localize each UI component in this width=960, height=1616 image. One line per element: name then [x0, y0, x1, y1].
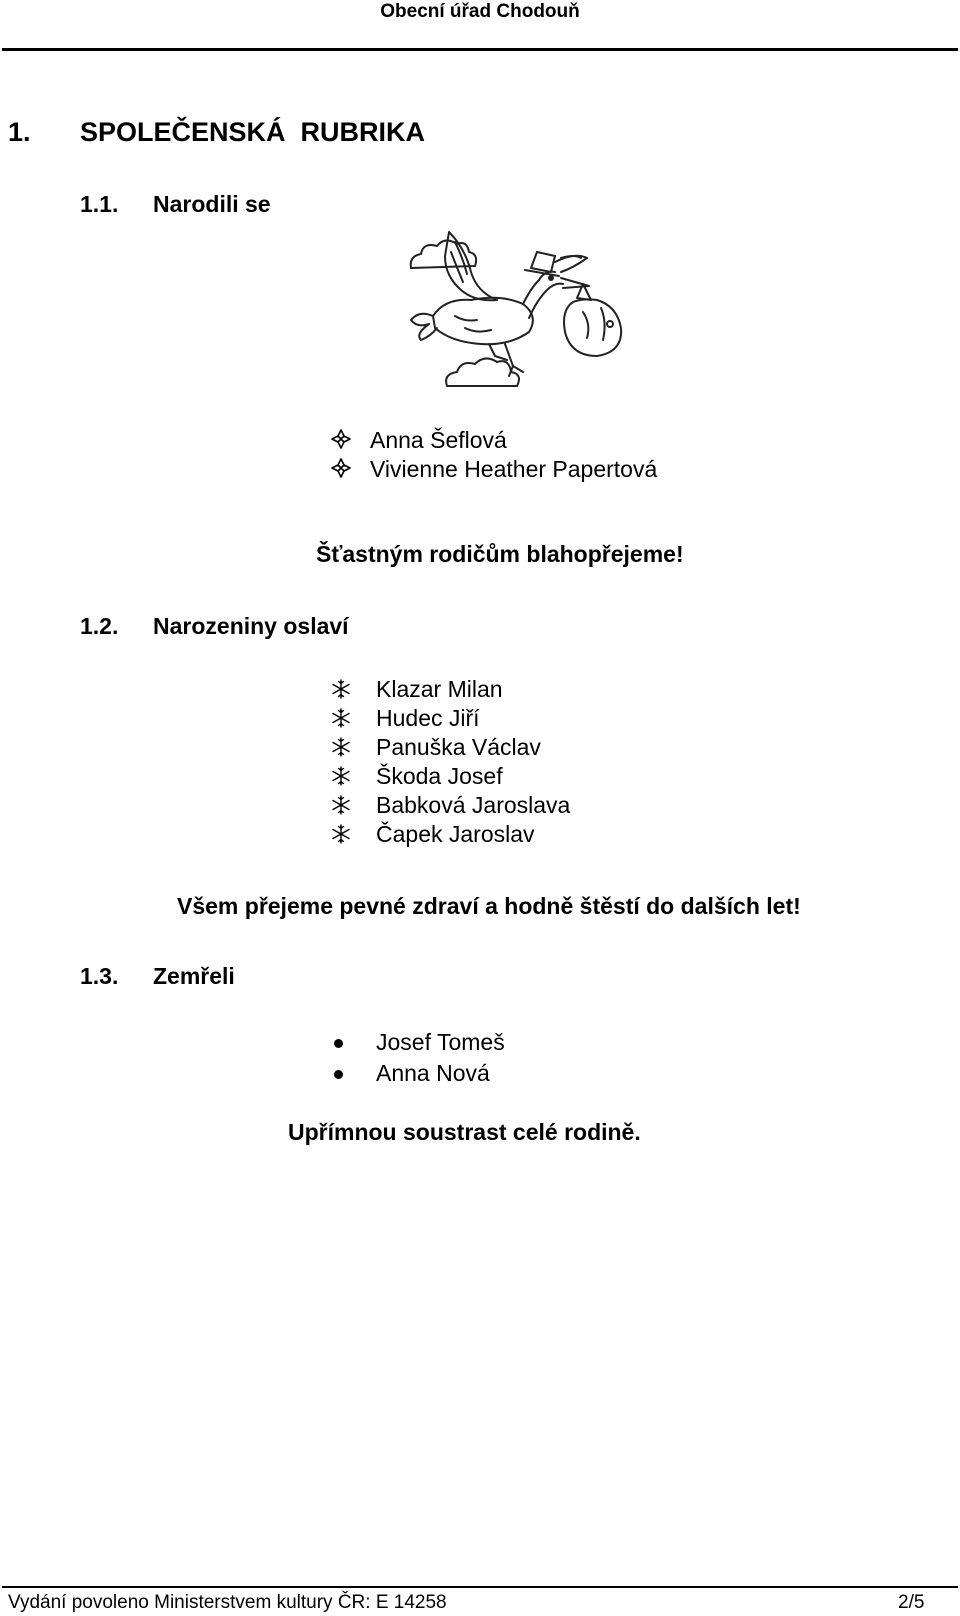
deaths-number: 1.3.: [80, 963, 119, 989]
deaths-wish: Upřímnou soustrast celé rodině.: [288, 1119, 641, 1145]
snowflake-bullet-icon: [330, 707, 352, 729]
birth-name: Anna Šeflová: [370, 427, 507, 453]
footer-rule: [2, 1586, 958, 1588]
birth-name: Vivienne Heather Papertová: [370, 456, 658, 482]
births-title: Narodili se: [153, 191, 271, 217]
deceased-name: Josef Tomeš: [376, 1029, 505, 1055]
birthday-name: Škoda Josef: [376, 763, 503, 789]
birthday-name: Panuška Václav: [376, 734, 541, 760]
header-rule: [2, 48, 958, 51]
snowflake-bullet-icon: [330, 736, 352, 758]
diamond-bullet-icon: [330, 428, 352, 450]
section-title: SPOLEČENSKÁ RUBRIKA: [80, 117, 426, 147]
deceased-name: Anna Nová: [376, 1060, 490, 1086]
snowflake-bullet-icon: [330, 765, 352, 787]
page-number: 2/5: [898, 1592, 925, 1613]
dot-bullet-icon: [334, 1070, 343, 1079]
birthdays-number: 1.2.: [80, 613, 119, 639]
birthdays-wish: Všem přejeme pevné zdraví a hodně štěstí do dalších let!: [177, 893, 801, 919]
snowflake-bullet-icon: [330, 794, 352, 816]
birthday-name: Čapek Jaroslav: [376, 821, 535, 847]
page-header-title: Obecní úřad Chodouň: [380, 1, 580, 22]
dot-bullet-icon: [334, 1039, 343, 1048]
deaths-title: Zemřeli: [153, 963, 235, 989]
snowflake-bullet-icon: [330, 678, 352, 700]
births-number: 1.1.: [80, 191, 119, 217]
births-wish: Šťastným rodičům blahopřejeme!: [316, 541, 684, 567]
birthday-name: Babková Jaroslava: [376, 792, 571, 818]
snowflake-bullet-icon: [330, 823, 352, 845]
stork-carrying-baby-icon: [405, 228, 630, 413]
diamond-bullet-icon: [330, 457, 352, 479]
publication-note: Vydání povoleno Ministerstvem kultury ČR: E 14258: [8, 1592, 447, 1613]
birthdays-title: Narozeniny oslaví: [153, 613, 349, 639]
birthday-name: Klazar Milan: [376, 676, 503, 702]
birthday-name: Hudec Jiří: [376, 705, 480, 731]
section-number: 1.: [8, 117, 31, 147]
